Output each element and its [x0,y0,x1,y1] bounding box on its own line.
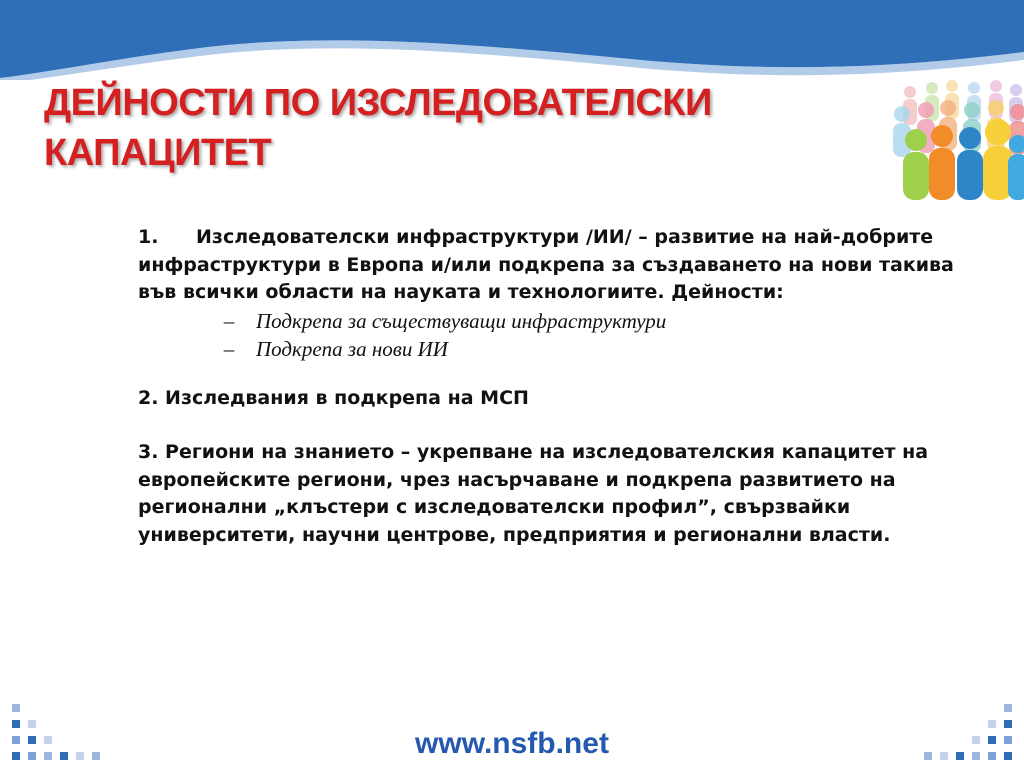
title-line-2: КАПАЦИТЕТ [44,132,272,174]
subitem-1 [138,307,958,335]
footer-url: www.nsfb.net [415,727,609,760]
dash-2: – [223,336,235,361]
item-3: 3. Региони на знанието – укрепване на изследователския капацитет на европейските региони, чрез насърчаване и подкрепа развитието на регионални „клъстери с изследователски профил”, свързвайки университети, научни центрове, предприятия и регионални власти. [138,441,929,546]
title-line-1: ДЕЙНОСТИ ПО ИЗСЛЕДОВАТЕЛСКИ [44,82,712,124]
item-1 [138,224,958,307]
slide-body [138,224,958,549]
subitem-1-text: Подкрепа за съществуващи инфраструктури [256,308,667,333]
dash-1: – [223,308,235,333]
people-group-graphic [890,74,1024,200]
slide-title [44,78,804,178]
item-2: 2. Изследвания в подкрепа на МСП [138,386,529,409]
header-wave [0,0,1024,80]
subitem-2-text: Подкрепа за нови ИИ [256,336,448,361]
item-1-text: Изследователски инфраструктури /ИИ/ – развитие на най-добрите инфраструктури в Европа и/или подкрепа за създаването на нови такива във всички области на науката и технологиите. Дейности: [138,226,954,303]
item-1-number: 1. [138,226,159,248]
subitem-2 [138,335,958,363]
